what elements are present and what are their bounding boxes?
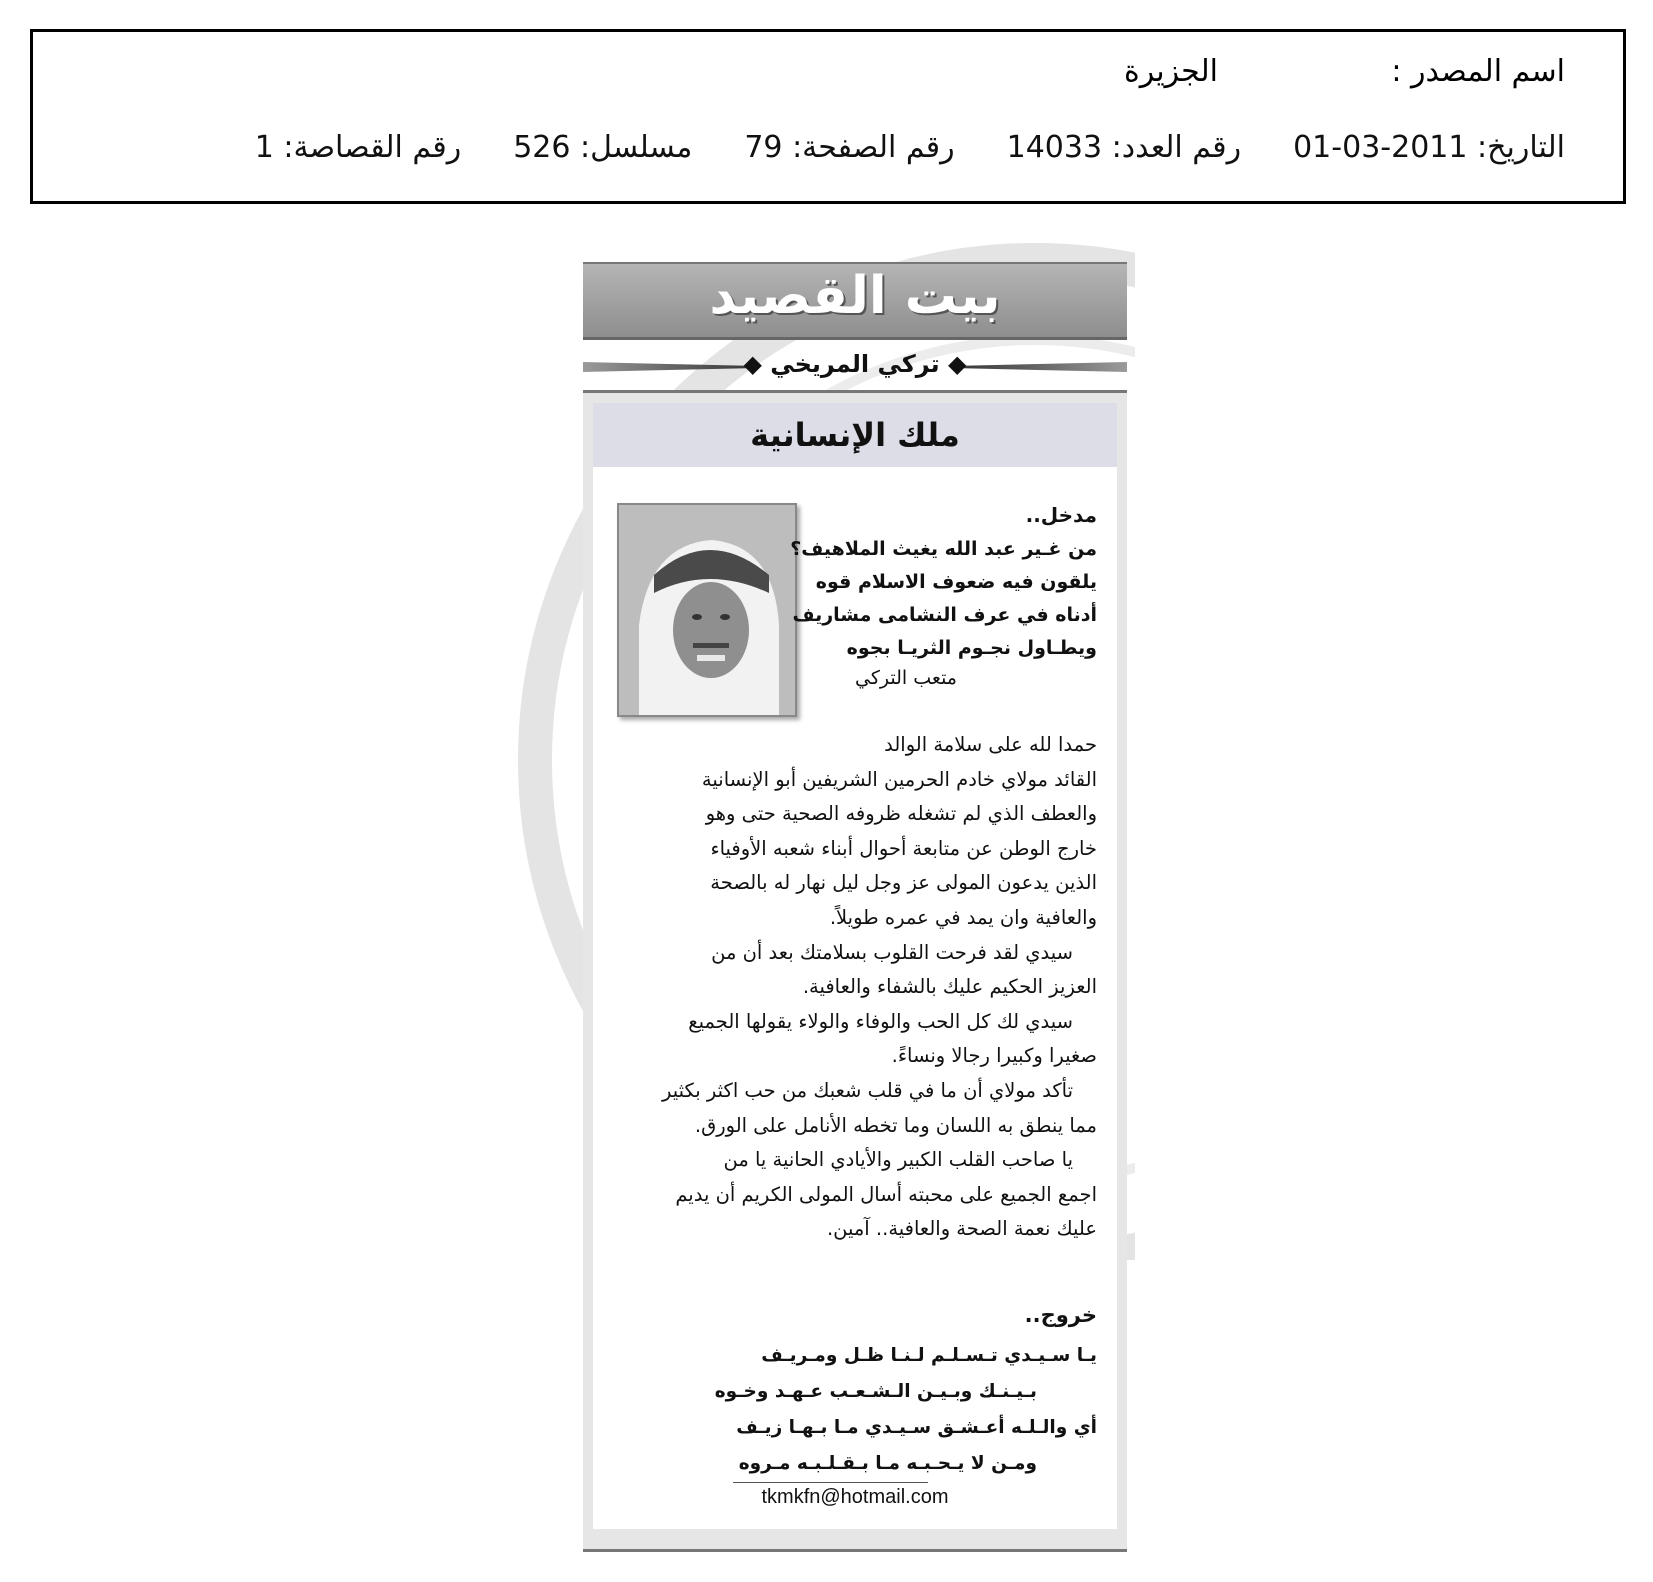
column-name: بيت القصيد [709,266,1001,326]
body-line: حمدا لله على سلامة الوالد [884,733,1097,756]
article-body [593,403,1117,1529]
source-value: الجزيرة [1123,54,1218,89]
email-divider [733,1482,928,1483]
body-line: القائد مولاي خادم الحرمين الشريفين أبو الإنسانية [701,767,1097,791]
exit-verse-line: أي والـلـه أعـشـق سـيـدي مـا بـهـا زيـف [736,1417,1097,1438]
byline-bar [583,350,1127,384]
newspaper-clipping [583,262,1127,1552]
body-line: سيدي لقد فرحت القلوب بسلامتك بعد أن من [711,940,1073,964]
exit-verse-line: يـا سـيـدي تـسـلـم لـنـا ظـل ومـريـف [761,1345,1097,1366]
date-field: التاريخ: 2011-03-01 [1293,130,1565,165]
intro-verse-line: من غـير عبد الله يغيث الملاهيف؟ [790,538,1097,560]
author-byline: ◆ تركي المريخي ◆ [743,350,967,378]
metadata-row [255,130,1565,165]
issue-number-field: رقم العدد: 14033 [1006,130,1242,165]
body-line: الذين يدعون المولى عز وجل ليل نهار له بالصحة [710,871,1097,895]
intro-verse-line: يلقون فيه ضعوف الاسلام قوه [815,571,1097,593]
body-line: خارج الوطن عن متابعة أحوال أبناء شعبه الأوفياء [710,836,1097,860]
intro-verse-line: ويطـاول نجـوم الثريـا بجوه [846,637,1097,659]
exit-verse-line: ومـن لا يـحـبـه مـا بـقـلـبـه مـروه [738,1453,1037,1474]
article-frame [583,390,1127,1552]
clipping-number-field: رقم القصاصة: 1 [254,130,462,165]
body-line: والعافية وان يمد في عمره طويلاً. [829,905,1097,929]
body-line: والعطف الذي لم تشغله ظروفه الصحية حتى وهو [705,802,1097,826]
body-line: مما ينطق به اللسان وما تخطه الأنامل على الورق. [694,1113,1097,1137]
intro-poet: متعب التركي [855,667,957,689]
body-line: سيدي لك كل الحب والوفاء والولاء يقولها الجميع [688,1009,1073,1033]
serial-field: مسلسل: 526 [513,130,693,165]
body-line: العزيز الحكيم عليك بالشفاء والعافية. [802,975,1097,999]
body-line: يا صاحب القلب الكبير والأيادي الحانية يا من [723,1148,1073,1172]
body-line: تأكد مولاي أن ما في قلب شعبك من حب اكثر بكثير [661,1078,1073,1102]
article-title: ملك الإنسانية [593,403,1117,467]
column-masthead [583,262,1127,340]
source-label: اسم المصدر : [1391,54,1565,89]
intro-verses [790,533,1097,665]
intro-verse-line: أدناه في عرف النشامى مشاريف [792,604,1097,626]
body-line: اجمع الجميع على محبته أسال المولى الكريم أن يديم [675,1182,1097,1206]
page-number-field: رقم الصفحة: 79 [744,130,955,165]
exit-verses [623,1338,1097,1482]
source-info-box [30,29,1626,204]
author-photo [617,503,797,717]
body-line: صغيرا وكبيرا رجالا ونساءً. [891,1044,1097,1068]
article-text [623,728,1097,1247]
intro-heading: مدخل.. [1025,503,1097,527]
body-line: عليك نعمة الصحة والعافية.. آمين. [826,1217,1097,1241]
exit-verse-line: بـيـنـك وبـيـن الـشـعـب عـهـد وخـوه [714,1381,1037,1402]
author-email: tkmkfn@hotmail.com [761,1486,949,1508]
exit-heading: خروج.. [1024,1303,1097,1327]
